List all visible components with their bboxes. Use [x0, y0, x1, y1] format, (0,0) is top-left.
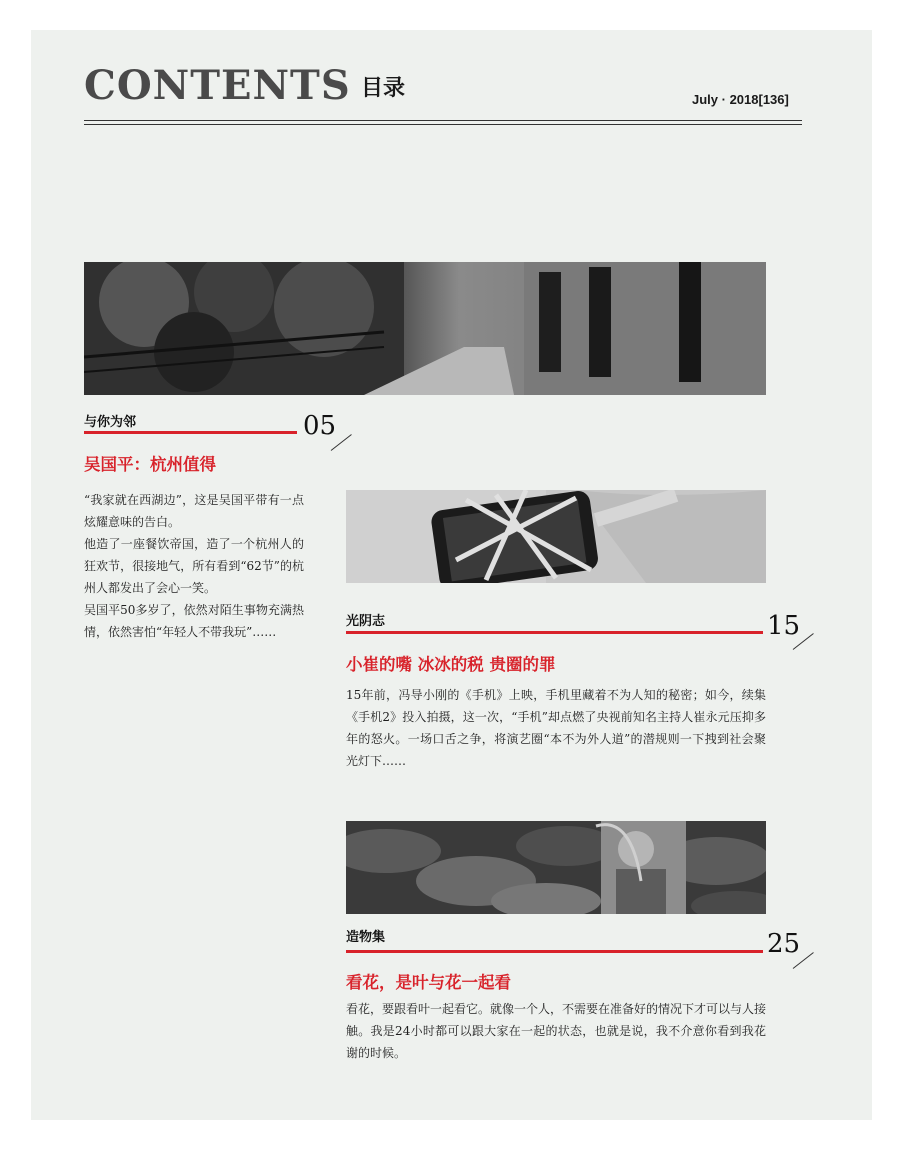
page-number: 05: [303, 411, 337, 441]
section-rule: [346, 950, 763, 953]
issue-label: July · 2018[136]: [692, 92, 789, 107]
summary-paragraph: 15年前，冯导小刚的《手机》上映，手机里藏着不为人知的秘密；如今，续集《手机2》投入拍摄，这一次，“手机”却点燃了央视前知名主持人崔永元压抑多年的怒火。一场口舌之争，将演艺圈“本不为外人道”的潜规则一下拽到社会聚光灯下……: [346, 688, 766, 768]
article-photo-walkway: [84, 262, 766, 395]
section-rule: [84, 431, 297, 434]
article-headline[interactable]: 小崔的嘴 冰冰的税 贵圈的罪: [346, 655, 556, 674]
page-number: 25: [767, 929, 801, 959]
article-headline[interactable]: 看花，是叶与花一起看: [346, 973, 511, 992]
section-label: 造物集: [346, 930, 386, 945]
summary-paragraph: 看花，要跟看叶一起看它。就像一个人，不需要在准备好的情况下才可以与人接触。我是24小时都可以跟大家在一起的状态，也就是说，我不介意你看到我花谢的时候。: [346, 1002, 767, 1060]
page-number: 15: [767, 611, 801, 641]
section-label: 与你为邻: [84, 415, 137, 430]
section-rule: [346, 631, 763, 634]
section-label: 光阴志: [346, 614, 386, 629]
contents-title: CONTENTS: [84, 62, 351, 109]
article-summary: [84, 489, 304, 643]
header-rule: [84, 120, 802, 121]
summary-paragraph: 他造了一座餐饮帝国，造了一个杭州人的狂欢节，很接地气，所有看到“62节”的杭州人都发出了会心一笑。: [84, 537, 304, 595]
contents-title-cn: 目录: [361, 76, 406, 101]
article-photo-phone: [346, 490, 766, 583]
summary-paragraph: “我家就在西湖边”，这是吴国平带有一点炫耀意味的告白。: [84, 493, 304, 529]
article-summary: [346, 684, 766, 772]
summary-paragraph: 吴国平50多岁了，依然对陌生事物充满热情，依然害怕“年轻人不带我玩”……: [84, 603, 304, 639]
article-summary: [346, 998, 766, 1064]
header-rule: [84, 124, 802, 125]
article-headline[interactable]: 吴国平：杭州值得: [84, 455, 216, 474]
article-photo-lotus: [346, 821, 766, 914]
